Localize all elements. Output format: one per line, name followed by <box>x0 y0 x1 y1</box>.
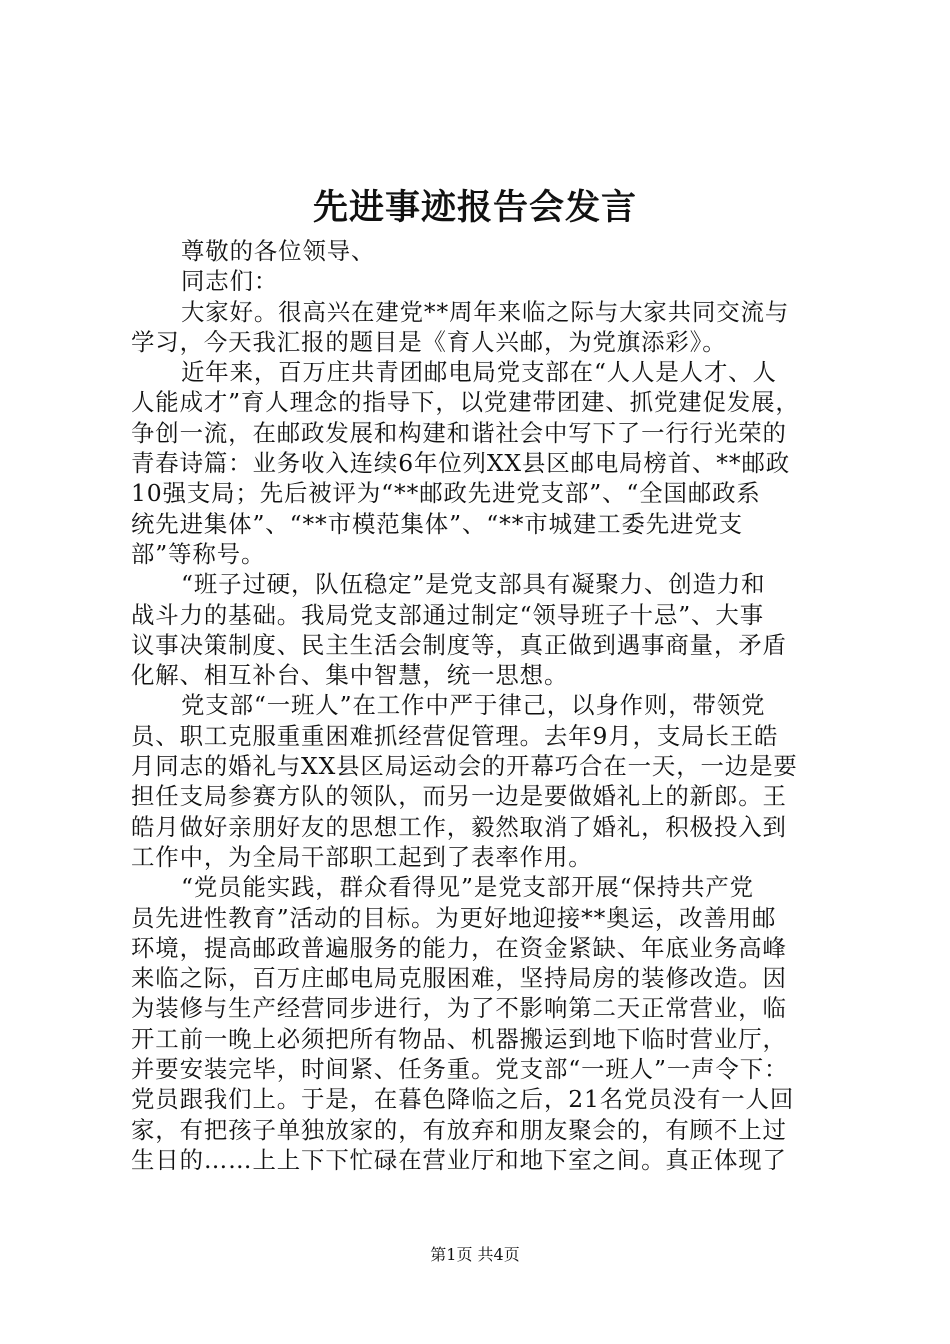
text-line: 月同志的婚礼与XX县区局运动会的开幕巧合在一天，一边是要 <box>131 752 798 781</box>
text-line: 大家好。很高兴在建党**周年来临之际与大家共同交流与 <box>181 297 790 326</box>
text-line: 学习，今天我汇报的题目是《育人兴邮，为党旗添彩》。 <box>131 327 727 356</box>
text-line: 化解、相互补台、集中智慧，统一思想。 <box>131 661 569 690</box>
document-title: 先进事迹报告会发言 <box>312 187 637 228</box>
text-line: 员、职工克服重重困难抓经营促管理。去年9月，支局长王皓 <box>131 721 779 750</box>
text-line: 工作中，为全局干部职工起到了表率作用。 <box>131 842 593 871</box>
text-line: 担任支局参赛方队的领队，而另一边是要做婚礼上的新郎。王 <box>131 782 787 811</box>
text-line: 环境，提高邮政普遍服务的能力，在资金紧缺、年底业务高峰 <box>131 933 787 962</box>
page-footer: 第1页 共4页 <box>430 1245 520 1264</box>
text-line: 开工前一晚上必须把所有物品、机器搬运到地下临时营业厅， <box>131 1024 787 1053</box>
text-line: 尊敬的各位领导、 <box>181 237 376 265</box>
text-line: 争创一流，在邮政发展和构建和谐社会中写下了一行行光荣的 <box>131 418 787 447</box>
text-line: 生日的……上上下下忙碌在营业厅和地下室之间。真正体现了 <box>131 1145 787 1174</box>
text-line: 员先进性教育”活动的目标。为更好地迎接**奥运，改善用邮 <box>131 903 777 932</box>
text-line: 皓月做好亲朋好友的思想工作，毅然取消了婚礼，积极投入到 <box>131 812 787 841</box>
document-body <box>131 236 827 1175</box>
text-line: “党员能实践，群众看得见”是党支部开展“保持共产党 <box>181 873 754 902</box>
text-line: 来临之际，百万庄邮电局克服困难，坚持局房的装修改造。因 <box>131 964 787 993</box>
text-line: 统先进集体”、“**市模范集体”、“**市城建工委先进党支 <box>131 509 743 538</box>
text-line: 议事决策制度、民主生活会制度等，真正做到遇事商量，矛盾 <box>131 630 787 659</box>
text-line: 并要安装完毕，时间紧、任务重。党支部“一班人”一声令下： <box>131 1055 789 1084</box>
text-line: 部”等称号。 <box>131 539 266 568</box>
text-line: 10强支局；先后被评为“**邮政先进党支部”、“全国邮政系 <box>131 479 761 508</box>
text-line: 近年来，百万庄共青团邮电局党支部在“人人是人才、人 <box>181 358 777 387</box>
text-line: “班子过硬，队伍稳定”是党支部具有凝聚力、创造力和 <box>181 570 766 599</box>
text-line: 同志们： <box>181 267 279 296</box>
text-line: 为装修与生产经营同步进行，为了不影响第二天正常营业，临 <box>131 994 787 1023</box>
text-line: 人能成才”育人理念的指导下，以党建带团建、抓党建促发展， <box>131 388 800 417</box>
text-line: 青春诗篇：业务收入连续6年位列XX县区邮电局榜首、**邮政 <box>131 449 791 478</box>
text-line: 党员跟我们上。于是，在暮色降临之后，21名党员没有一人回 <box>131 1085 795 1114</box>
text-line: 家，有把孩子单独放家的，有放弃和朋友聚会的，有顾不上过 <box>131 1115 787 1144</box>
text-line: 党支部“一班人”在工作中严于律己，以身作则，带领党 <box>181 691 766 720</box>
text-line: 战斗力的基础。我局党支部通过制定“领导班子十忌”、大事 <box>131 600 764 629</box>
